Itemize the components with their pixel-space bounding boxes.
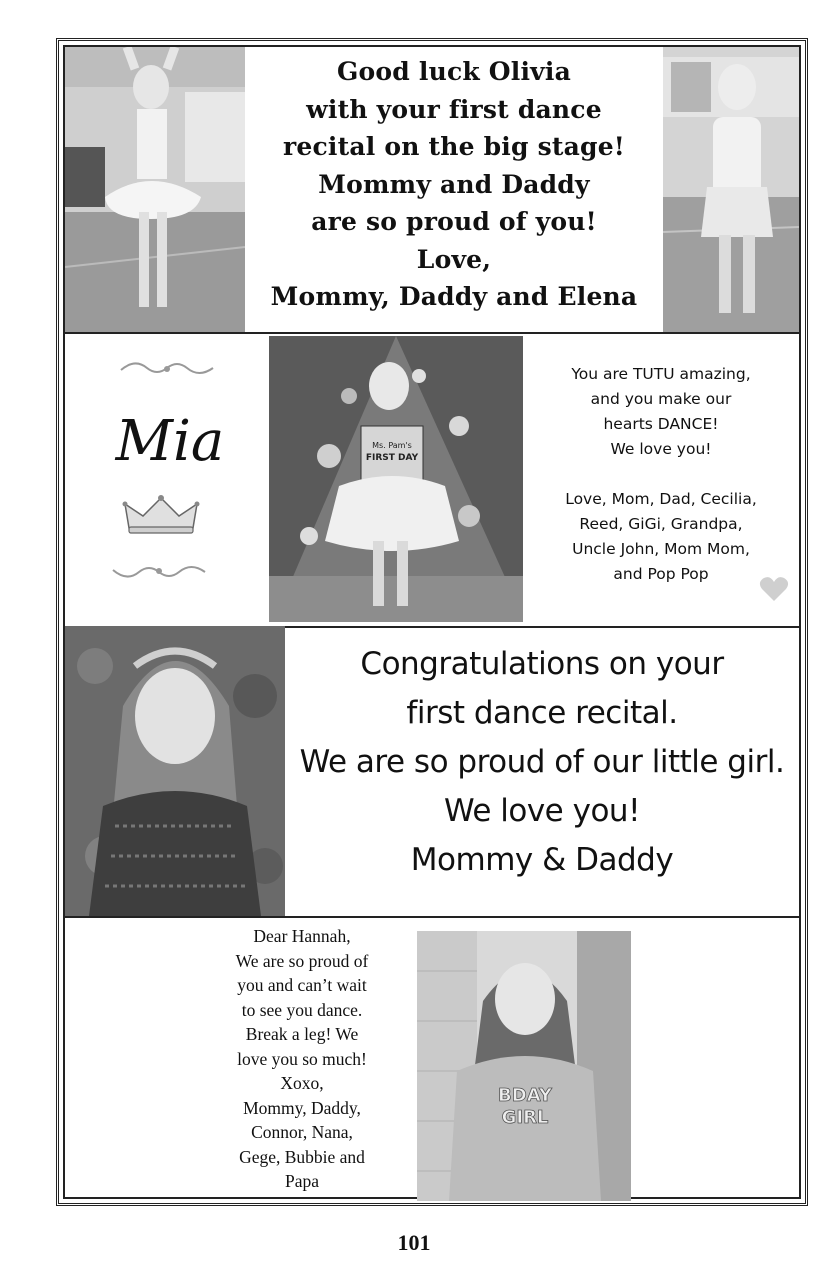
crown-icon xyxy=(121,494,201,536)
svg-text:FIRST DAY: FIRST DAY xyxy=(365,453,419,463)
message-line: Break a leg! We xyxy=(245,1024,359,1044)
ad-olivia xyxy=(65,47,799,334)
svg-text:GIRL: GIRL xyxy=(501,1107,549,1128)
message-line: Xoxo, xyxy=(280,1073,324,1093)
olivia-message xyxy=(249,53,659,332)
message-line: Uncle John, Mom Mom, xyxy=(572,540,750,558)
photo-hannah-bday-shirt xyxy=(417,931,631,1201)
message-line: recital on the big stage! xyxy=(283,132,625,161)
photo-olivia-standing xyxy=(663,47,799,332)
message-line: Reed, GiGi, Grandpa, xyxy=(579,515,743,533)
message-line: first dance recital. xyxy=(406,695,678,731)
message-line: We love you! xyxy=(444,793,640,829)
page-frame xyxy=(56,38,808,1206)
message-line: Connor, Nana, xyxy=(251,1122,353,1142)
flourish-top-icon xyxy=(117,358,217,380)
message-line: Dear Hannah, xyxy=(253,926,351,946)
message-spacer xyxy=(527,462,795,487)
message-line: Love, Mom, Dad, Cecilia, xyxy=(565,490,757,508)
message-line: You are TUTU amazing, xyxy=(571,365,751,383)
photo-mia-christmas-tree xyxy=(269,336,523,622)
message-line: We love you! xyxy=(610,440,712,458)
svg-text:BDAY: BDAY xyxy=(498,1085,552,1106)
congratulations-message xyxy=(291,640,793,885)
photo-olivia-ballet-pose xyxy=(65,47,245,332)
message-line: Gege, Bubbie and xyxy=(239,1146,365,1167)
message-line: Mommy, Daddy, xyxy=(243,1097,361,1118)
message-line: Love, xyxy=(416,244,492,274)
ad-mia xyxy=(65,332,799,628)
message-line: We are so proud of xyxy=(235,950,369,971)
message-line: you and can’t wait xyxy=(237,975,367,995)
mia-name: Mia xyxy=(115,409,225,474)
page-number: 101 xyxy=(397,1230,431,1255)
message-line: with your first dance xyxy=(306,94,602,124)
message-line: hearts DANCE! xyxy=(603,415,719,433)
message-line: Congratulations on your xyxy=(360,646,724,682)
first-day-sign-text: Ms. Pam's xyxy=(372,441,412,450)
message-line: to see you dance. xyxy=(241,999,363,1020)
ad-grid xyxy=(63,45,801,1199)
message-line: Mommy, Daddy and Elena xyxy=(270,282,638,311)
ad-hannah xyxy=(65,916,799,1207)
flourish-bottom-icon xyxy=(109,560,209,582)
message-line: Mommy & Daddy xyxy=(410,842,674,878)
heart-icon xyxy=(759,576,789,602)
message-line: love you so much! xyxy=(237,1048,367,1069)
hannah-message xyxy=(207,924,397,1194)
message-line: Mommy and Daddy xyxy=(318,169,590,199)
message-line: Good luck Olivia xyxy=(337,57,571,86)
message-line: Papa xyxy=(284,1171,320,1191)
message-line: and you make our xyxy=(590,390,732,408)
message-line: and Pop Pop xyxy=(613,565,709,583)
mia-message xyxy=(527,362,795,587)
message-line: We are so proud of our little girl. xyxy=(299,744,785,780)
ad-congratulations xyxy=(65,626,799,918)
message-line: are so proud of you! xyxy=(311,207,597,236)
photo-girl-headband xyxy=(65,626,285,916)
